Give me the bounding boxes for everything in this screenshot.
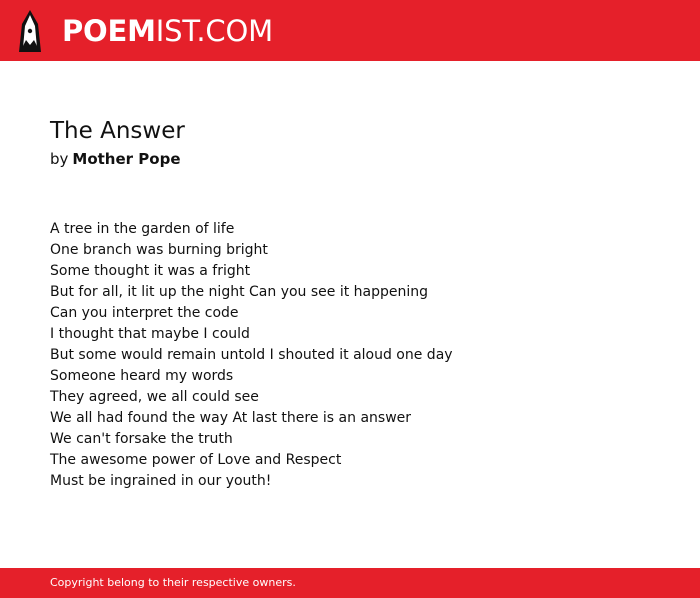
poem-line: Some thought it was a fright xyxy=(50,263,251,279)
logo-light-text: IST.COM xyxy=(155,13,273,48)
poem-line: Someone heard my words xyxy=(50,368,234,384)
poem-title: The Answer xyxy=(50,118,185,144)
poem-line: We can't forsake the truth xyxy=(50,431,233,447)
poem-line: I thought that maybe I could xyxy=(50,326,250,342)
poem-line: But for all, it lit up the night Can you see it happening xyxy=(50,284,429,300)
poem-line: But some would remain untold I shouted it aloud one day xyxy=(50,347,453,363)
poem-line: The awesome power of Love and Respect xyxy=(50,452,342,468)
poem-line: A tree in the garden of life xyxy=(50,221,235,237)
logo-bold-text: POEM xyxy=(62,13,156,48)
poem-line: They agreed, we all could see xyxy=(50,389,259,405)
site-footer xyxy=(0,568,700,598)
site-header xyxy=(0,0,700,61)
site-logo-text xyxy=(62,13,273,48)
poem-line: One branch was burning bright xyxy=(50,242,268,258)
poem-line: Must be ingrained in our youth! xyxy=(50,473,272,489)
site-logo-link[interactable] xyxy=(17,8,273,54)
copyright-text: Copyright belong to their respective owners. xyxy=(50,576,296,589)
poem-byline xyxy=(50,148,181,170)
poem-line: We all had found the way At last there is an answer xyxy=(50,410,412,426)
poem-author: Mother Pope xyxy=(72,150,181,168)
pen-nib-icon xyxy=(17,9,43,53)
by-label: by xyxy=(50,150,69,168)
poem-line: Can you interpret the code xyxy=(50,305,239,321)
poem-body xyxy=(50,219,650,492)
